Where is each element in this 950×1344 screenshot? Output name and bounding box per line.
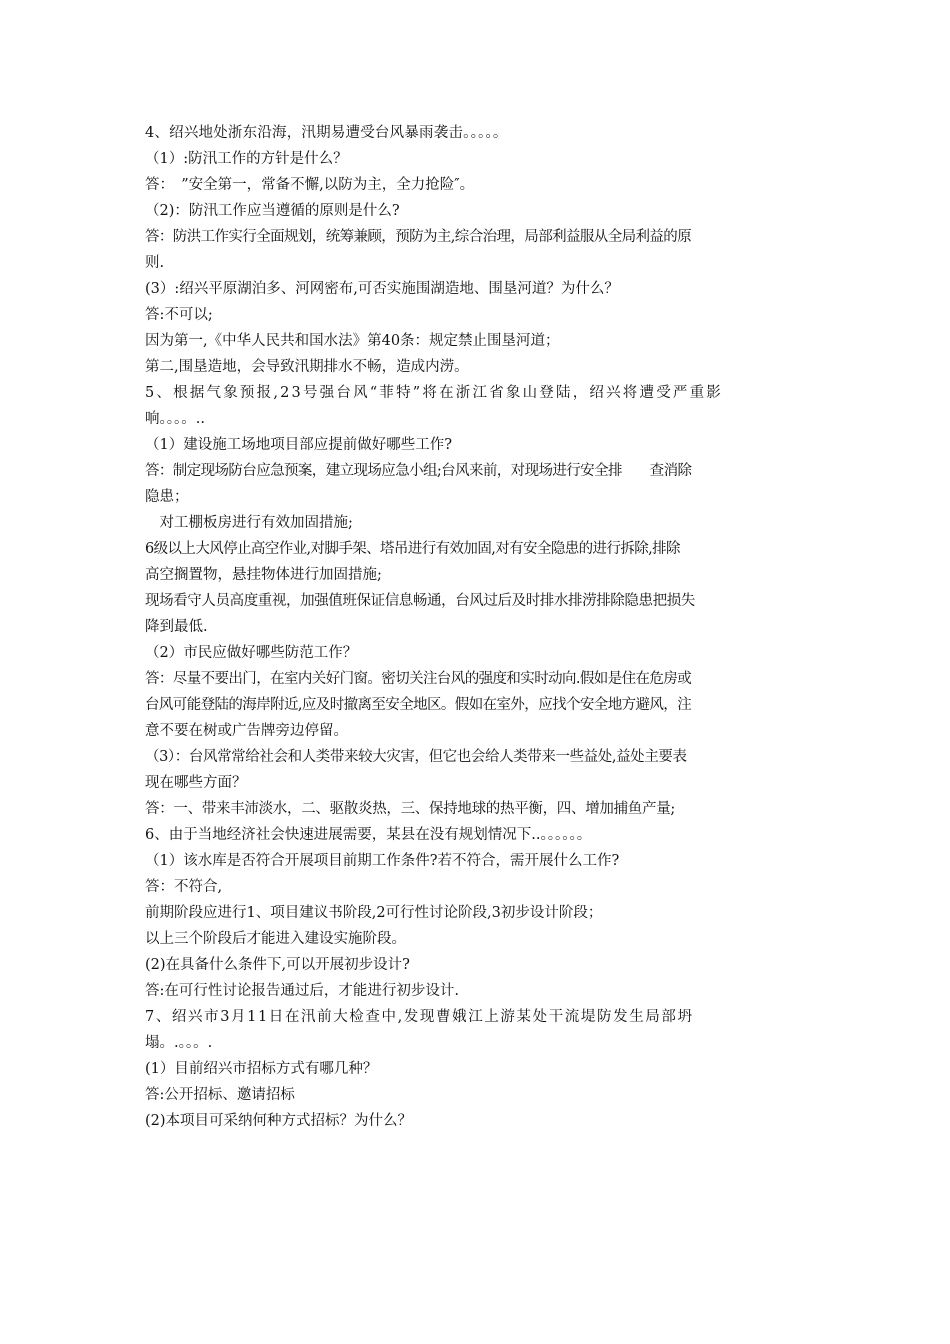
text-line: 7、绍兴市3月11日在汛前大检查中,发现曹娥江上游某处干流堤防发生局部坍 (145, 1009, 694, 1025)
text-line: 因为第一,《中华人民共和国水法》第40条：规定禁止围垦河道； (145, 333, 560, 349)
text-line: 答:公开招标、邀请招标 (145, 1087, 295, 1103)
text-line: 降到最低. (145, 619, 208, 635)
text-line: 现场看守人员高度重视，加强值班保证信息畅通，台风过后及时排水排涝排除隐患把损失 (145, 593, 695, 609)
text-line: 高空搁置物，悬挂物体进行加固措施; (145, 567, 382, 583)
text-line: 台风可能登陆的海岸附近,应及时撤离至安全地区。假如在室外，应找个安全地方避风，注 (145, 697, 692, 713)
text-line: (1）目前绍兴市招标方式有哪几种？ (145, 1061, 378, 1077)
text-line: 6、由于当地经济社会快速进展需要，某县在没有规划情况下..。。。。。。 (145, 827, 592, 843)
text-line: 答：不符合, (145, 879, 223, 895)
text-line: 对工棚板房进行有效加固措施; (145, 515, 353, 531)
text-line: 现在哪些方面？ (145, 775, 247, 791)
text-line: 5、根据气象预报,23号强台风“菲特”将在浙江省象山登陆，绍兴将遭受严重影 (145, 385, 724, 401)
text-line: (2)在具备什么条件下,可以开展初步设计? (145, 957, 410, 973)
text-line: 第二,围垦造地，会导致汛期排水不畅，造成内涝。 (145, 359, 469, 375)
text-line: 答：尽量不要出门，在室内关好门窗。密切关注台风的强度和实时动向.假如是住在危房或 (145, 671, 692, 687)
text-line: 答:不可以; (145, 307, 213, 323)
document-body (145, 120, 810, 1134)
text-line: （3）：台风常常给社会和人类带来较大灾害，但它也会给人类带来一些益处,益处主要表 (145, 749, 687, 765)
text-line: 答： ”安全第一，常备不懈,以防为主，全力抢险″。 (145, 177, 475, 193)
text-line: 答：制定现场防台应急预案，建立现场应急小组;台风来前，对现场进行安全排 查消除 (145, 463, 692, 479)
text-line: （1）该水库是否符合开展项目前期工作条件?若不符合，需开展什么工作? (145, 853, 620, 869)
text-line: 前期阶段应进行1、项目建议书阶段,2可行性讨论阶段,3初步设计阶段； (145, 905, 603, 921)
text-line: 答:在可行性讨论报告通过后，才能进行初步设计. (145, 983, 459, 999)
text-line: 答：防洪工作实行全面规划，统筹兼顾，预防为主,综合治理，局部利益服从全局利益的原 (145, 229, 692, 245)
text-line: 则. (145, 255, 165, 271)
text-line: 隐患； (145, 489, 189, 505)
text-line: （2)：防汛工作应当遵循的原则是什么? (145, 203, 400, 219)
text-line: （1）:防汛工作的方针是什么？ (145, 151, 348, 167)
text-line: 意不要在树或广告牌旁边停留。 (145, 723, 348, 739)
text-line: (3）:绍兴平原湖泊多、河网密布,可否实施围湖造地、围垦河道？为什么？ (145, 281, 619, 297)
text-line: 以上三个阶段后才能进入建设实施阶段。 (145, 931, 406, 947)
text-line: （2）市民应做好哪些防范工作？ (145, 645, 358, 661)
text-line: 6级以上大风停止高空作业,对脚手架、塔吊进行有效加固,对有安全隐患的进行拆除,排除 (145, 541, 680, 557)
text-line: (2)本项目可采纳何种方式招标？为什么？ (145, 1113, 413, 1129)
text-line: 塌。.。。。. (145, 1035, 213, 1051)
text-line: （1）建设施工场地项目部应提前做好哪些工作? (145, 437, 452, 453)
text-line: 响。。。。.. (145, 411, 205, 427)
text-line: 4、绍兴地处浙东沿海，汛期易遭受台风暴雨袭击。。。。。 (145, 125, 508, 141)
text-line: 答：一、带来丰沛淡水，二、驱散炎热，三、保持地球的热平衡，四、增加捕鱼产量; (145, 801, 675, 817)
